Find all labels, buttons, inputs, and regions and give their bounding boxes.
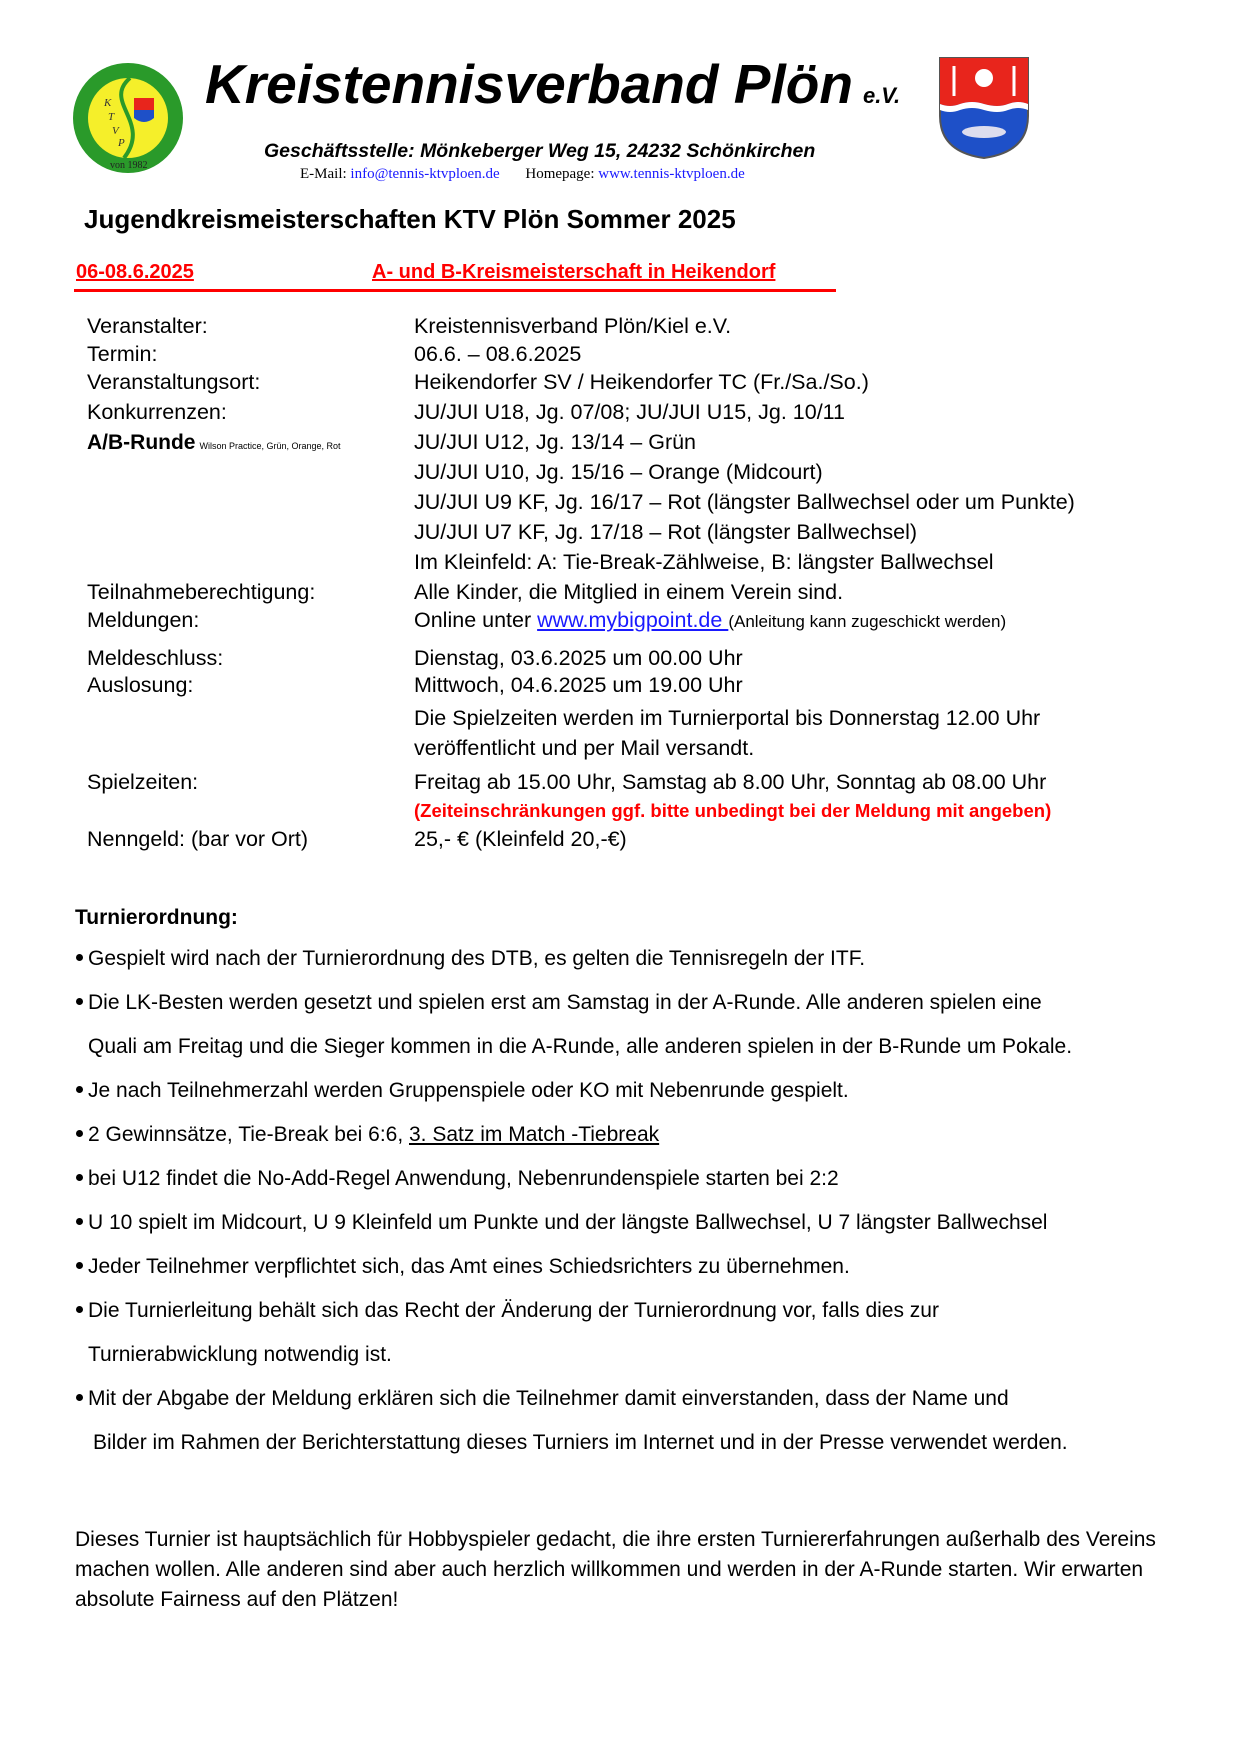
rule-continuation: Bilder im Rahmen der Berichterstattung dieses Turniers im Internet und in der Presse verwendet werden. <box>93 1431 1068 1454</box>
organization-title <box>205 52 900 116</box>
termin-value: 06.6. – 08.6.2025 <box>414 342 582 366</box>
svg-text:K: K <box>104 97 112 109</box>
meldungen-value <box>414 608 1006 633</box>
rule-item <box>76 1167 839 1191</box>
ort-label: Veranstaltungsort: <box>87 370 261 394</box>
rule-text: Mit der Abgabe der Meldung erklären sich die Teilnehmer damit einverstanden, dass der Name und <box>88 1387 1009 1410</box>
konkurrenz-item: JU/JUI U9 KF, Jg. 16/17 – Rot (längster Ballwechsel oder um Punkte) <box>414 490 1075 514</box>
rule-item <box>76 1123 659 1147</box>
ab-runde-text: A/B-Runde <box>87 431 196 454</box>
email-link[interactable]: info@tennis-ktvploen.de <box>350 166 500 182</box>
homepage-label: Homepage: <box>525 166 595 182</box>
rule-text: Jeder Teilnehmer verpflichtet sich, das Amt eines Schiedsrichters zu übernehmen. <box>88 1255 850 1278</box>
svg-text:P: P <box>118 137 125 149</box>
ab-runde-balls: Wilson Practice, Grün, Orange, Rot <box>199 441 341 451</box>
rule-text: Je nach Teilnehmerzahl werden Gruppenspiele oder KO mit Nebenrunde gespielt. <box>88 1079 849 1102</box>
bullet-icon <box>76 1174 83 1181</box>
ort-value: Heikendorfer SV / Heikendorfer TC (Fr./Sa./So.) <box>414 370 869 394</box>
nenngeld-value: 25,- € (Kleinfeld 20,-€) <box>414 827 627 851</box>
bullet-icon <box>76 1394 83 1401</box>
turnierordnung-heading: Turnierordnung: <box>75 906 238 929</box>
bullet-icon <box>76 1086 83 1093</box>
termin-label: Termin: <box>87 342 158 366</box>
auslosung-extra: veröffentlicht und per Mail versandt. <box>414 736 755 760</box>
auslosung-value: Mittwoch, 04.6.2025 um 19.00 Uhr <box>414 673 743 697</box>
rule-item <box>76 1211 1047 1235</box>
rule-text: 2 Gewinnsätze, Tie-Break bei 6:6, <box>88 1123 409 1146</box>
spielzeiten-value: Freitag ab 15.00 Uhr, Samstag ab 8.00 Uhr, Sonntag ab 08.00 Uhr <box>414 770 1047 794</box>
bullet-icon <box>76 1218 83 1225</box>
homepage-link[interactable]: www.tennis-ktvploen.de <box>598 166 745 182</box>
rule-continuation: Quali am Freitag und die Sieger kommen in die A-Runde, alle anderen spielen in der B-Runde um Pokale. <box>88 1035 1073 1058</box>
title-suffix: e.V. <box>862 83 901 108</box>
rule-item <box>76 991 1042 1015</box>
auslosung-label: Auslosung: <box>87 673 194 697</box>
coat-of-arms-icon <box>938 56 1030 160</box>
rule-item <box>76 1255 850 1279</box>
event-date-banner <box>74 261 836 292</box>
rule-text: Die Turnierleitung behält sich das Recht der Änderung der Turnierordnung vor, falls dies zur <box>88 1299 939 1322</box>
nenngeld-label: Nenngeld: (bar vor Ort) <box>87 827 309 851</box>
event-date: 06-08.6.2025 <box>76 261 194 283</box>
konkurrenz-item: JU/JUI U12, Jg. 13/14 – Grün <box>414 430 697 454</box>
svg-text:von 1982: von 1982 <box>110 160 148 171</box>
rule-item <box>76 947 865 971</box>
title-text: Kreistennisverband Plön <box>205 53 853 115</box>
bullet-icon <box>76 998 83 1005</box>
bullet-icon <box>76 1130 83 1137</box>
spielzeiten-label: Spielzeiten: <box>87 770 199 794</box>
veranstalter-value: Kreistennisverband Plön/Kiel e.V. <box>414 314 732 338</box>
rule-text: bei U12 findet die No-Add-Regel Anwendung, Nebenrundenspiele starten bei 2:2 <box>88 1167 839 1190</box>
meldeschluss-value: Dienstag, 03.6.2025 um 00.00 Uhr <box>414 646 743 670</box>
rule-item <box>76 1299 939 1323</box>
rule-underlined: 3. Satz im Match -Tiebreak <box>409 1123 660 1146</box>
teilnahme-value: Alle Kinder, die Mitglied in einem Verein sind. <box>414 580 844 604</box>
rule-text: Die LK-Besten werden gesetzt und spielen erst am Samstag in der A-Runde. Alle anderen spielen eine <box>88 991 1042 1014</box>
meldungen-note: (Anleitung kann zugeschickt werden) <box>728 612 1007 631</box>
bullet-icon <box>76 1306 83 1313</box>
teilnahme-label: Teilnahmeberechtigung: <box>87 580 316 604</box>
contact-line <box>300 166 745 183</box>
konkurrenz-item: JU/JUI U7 KF, Jg. 17/18 – Rot (längster Ballwechsel) <box>414 520 918 544</box>
mybigpoint-link[interactable]: www.mybigpoint.de <box>537 608 729 632</box>
document-title: Jugendkreismeisterschaften KTV Plön Sommer 2025 <box>84 204 736 234</box>
bullet-icon <box>76 954 83 961</box>
rule-text: U 10 spielt im Midcourt, U 9 Kleinfeld um Punkte und der längste Ballwechsel, U 7 längster Ballwechsel <box>88 1211 1048 1234</box>
meldeschluss-label: Meldeschluss: <box>87 646 224 670</box>
rule-item <box>76 1079 849 1103</box>
konkurrenzen-label: Konkurrenzen: <box>87 400 227 424</box>
coat-of-arms <box>938 56 1030 160</box>
svg-text:T: T <box>108 111 115 123</box>
event-name: A- und B-Kreismeisterschaft in Heikendorf <box>372 261 776 283</box>
konkurrenz-item: JU/JUI U10, Jg. 15/16 – Orange (Midcourt) <box>414 460 823 484</box>
closing-paragraph: Dieses Turnier ist hauptsächlich für Hobbyspieler gedacht, die ihre ersten Turniererfahrungen außerhalb des Vereins machen wollen. Alle anderen sind aber auch herzlich willkommen und werden in der A-Runde starten. Wir erwarten absolute Fairness auf den Plätzen! <box>75 1528 1156 1611</box>
ktvp-logo-icon <box>72 62 184 174</box>
veranstalter-label: Veranstalter: <box>87 314 208 338</box>
auslosung-extra: Die Spielzeiten werden im Turnierportal bis Donnerstag 12.00 Uhr <box>414 706 1041 730</box>
rule-continuation: Turnierabwicklung notwendig ist. <box>88 1343 392 1366</box>
meldungen-prefix: Online unter <box>414 608 538 632</box>
meldungen-label: Meldungen: <box>87 608 200 632</box>
rule-item <box>76 1387 1009 1411</box>
bullet-icon <box>76 1262 83 1269</box>
email-label: E-Mail: <box>300 166 347 182</box>
ab-runde-label <box>87 430 341 455</box>
konkurrenz-item: JU/JUI U18, Jg. 07/08; JU/JUI U15, Jg. 10/11 <box>414 400 845 424</box>
spielzeiten-note: (Zeiteinschränkungen ggf. bitte unbedingt bei der Meldung mit angeben) <box>414 800 1052 821</box>
konkurrenz-item: Im Kleinfeld: A: Tie-Break-Zählweise, B: längster Ballwechsel <box>414 550 994 574</box>
rule-text: Gespielt wird nach der Turnierordnung des DTB, es gelten die Tennisregeln der ITF. <box>88 947 866 970</box>
svg-text:V: V <box>112 125 119 137</box>
office-address: Geschäftsstelle: Mönkeberger Weg 15, 24232 Schönkirchen <box>264 140 816 162</box>
ktvp-logo <box>72 62 184 174</box>
